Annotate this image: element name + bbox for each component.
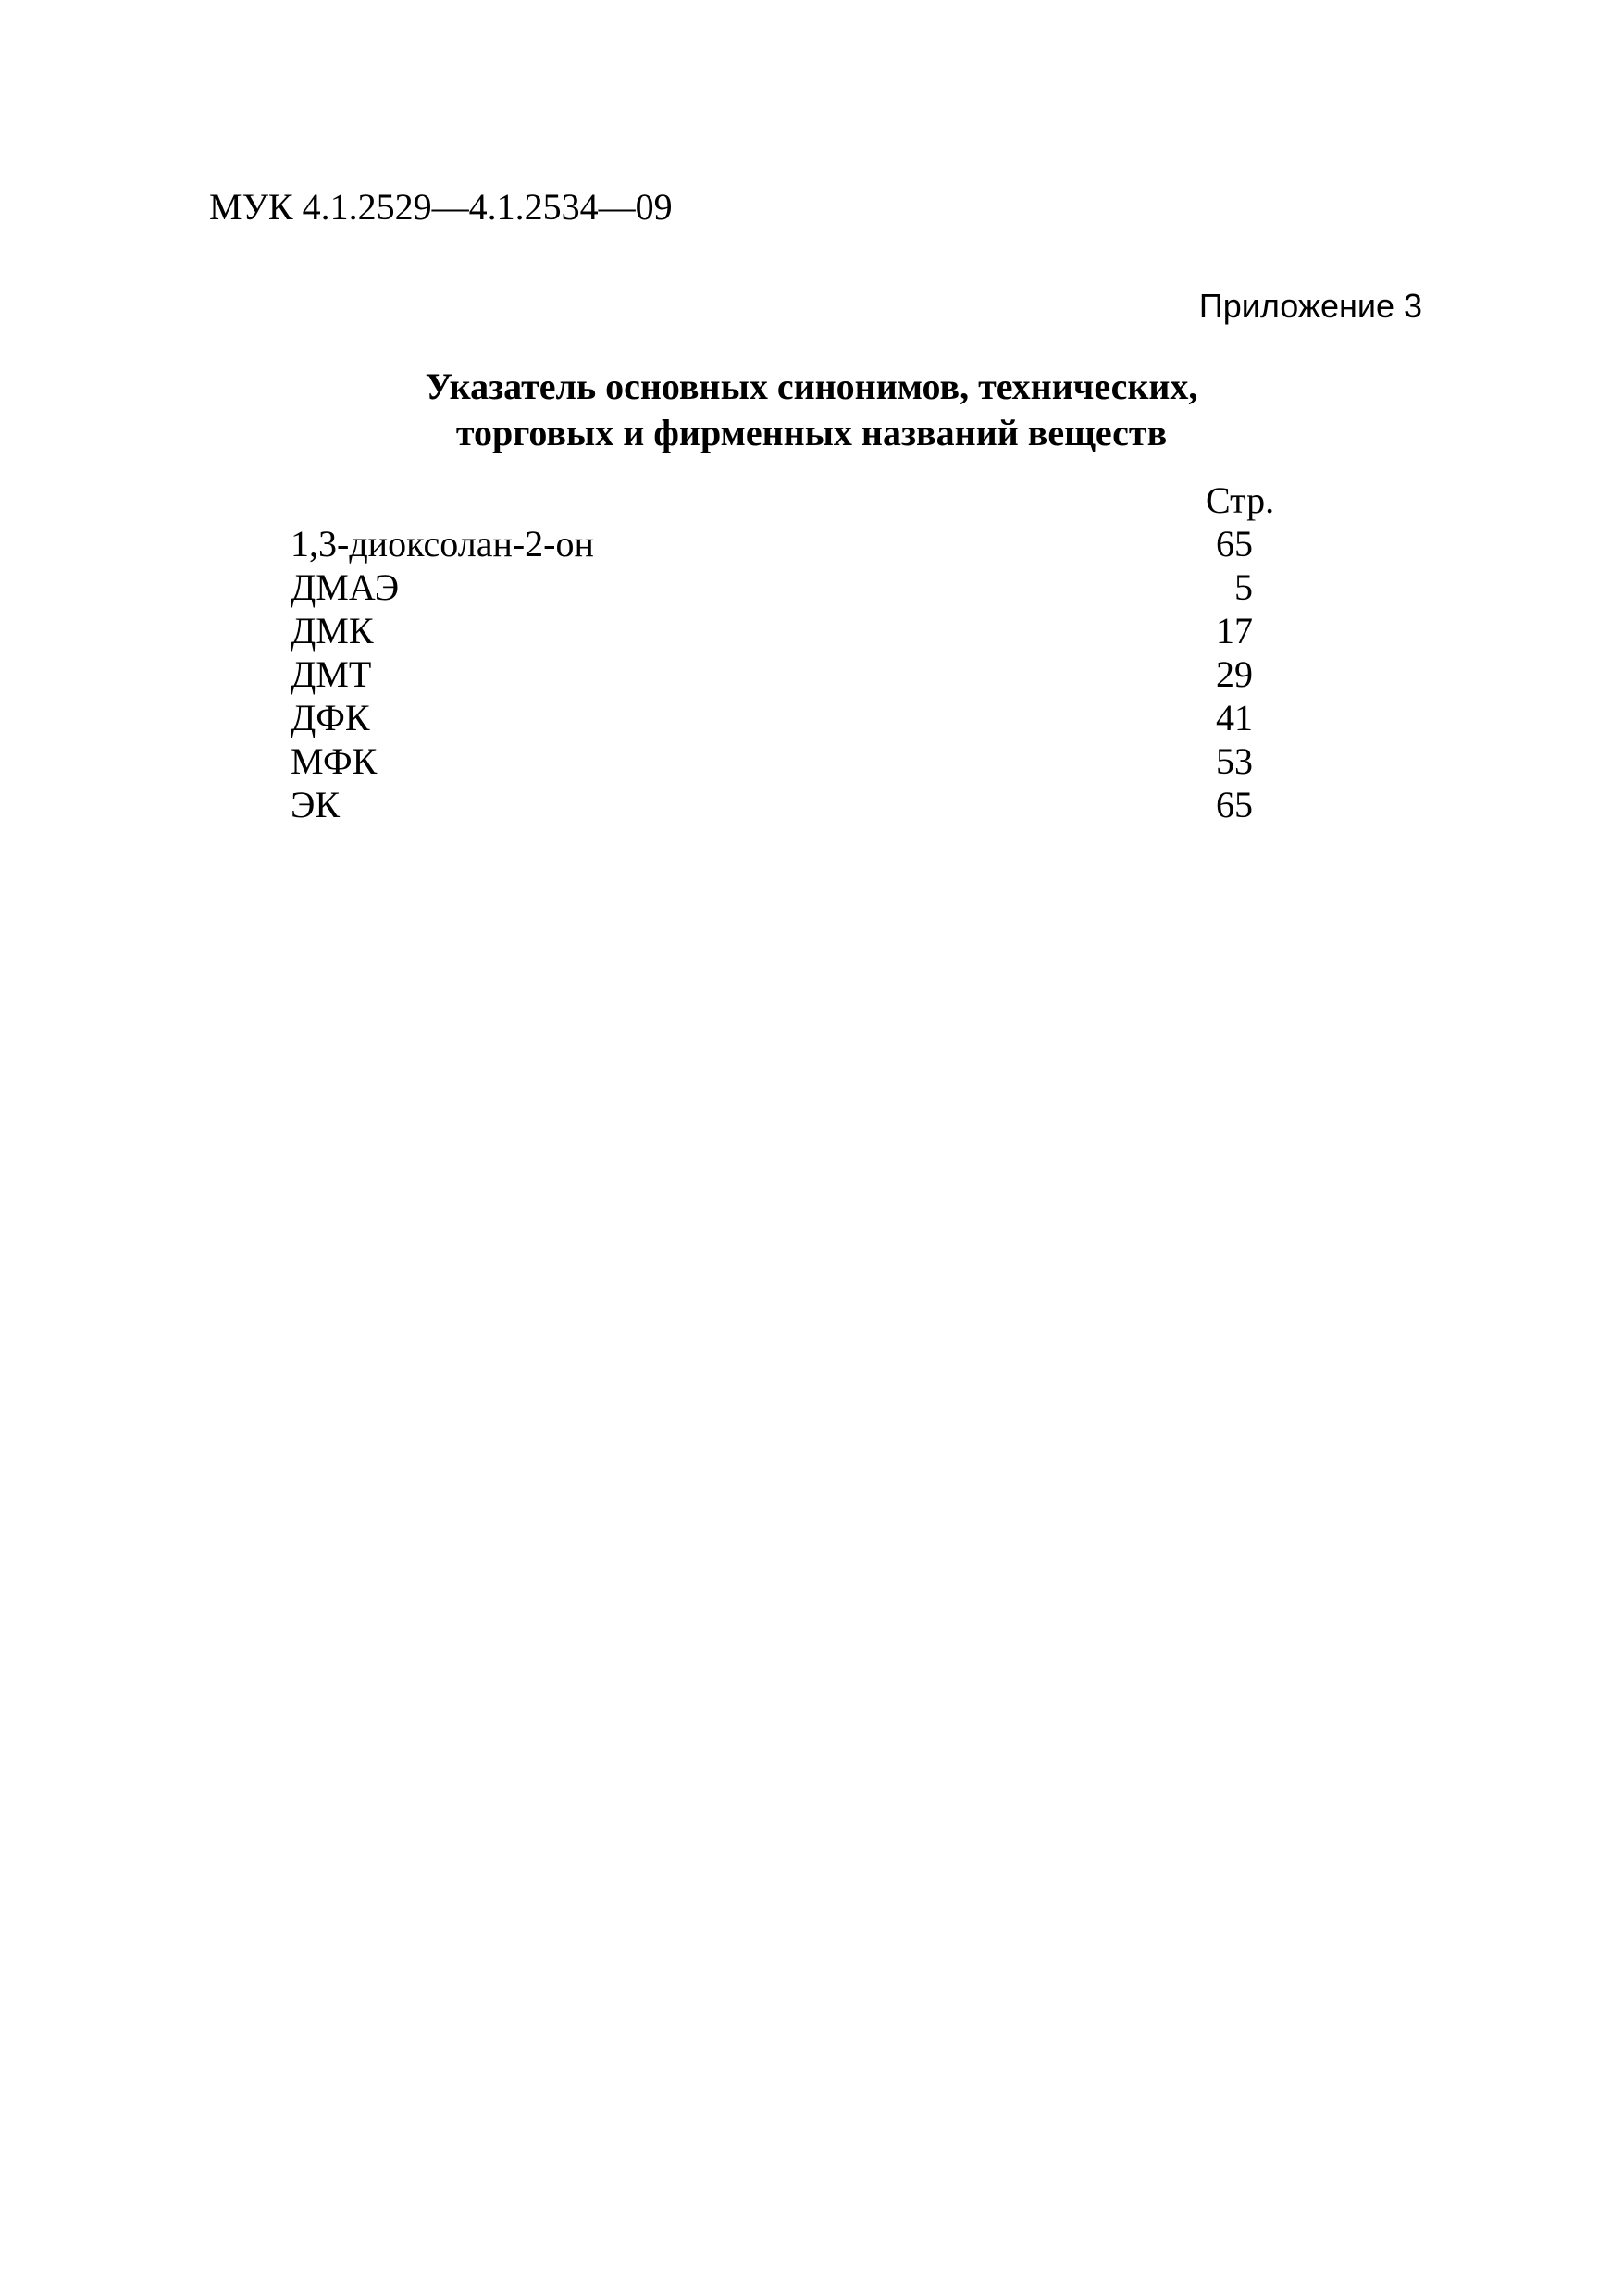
title-line-2: торговых и фирменных названий веществ bbox=[455, 412, 1168, 453]
page-title bbox=[0, 364, 1623, 456]
index-term: ДФК bbox=[291, 697, 370, 738]
index-term: МФК bbox=[291, 740, 378, 782]
list-item bbox=[291, 565, 1253, 609]
document-code: МУК 4.1.2529—4.1.2534—09 bbox=[209, 186, 673, 228]
index-term: ДМК bbox=[291, 610, 374, 652]
index-page-number: 5 bbox=[1234, 566, 1253, 608]
index-term: ДМТ bbox=[291, 653, 372, 695]
list-item bbox=[291, 696, 1253, 739]
index-page-number: 65 bbox=[1216, 523, 1253, 565]
list-item bbox=[291, 739, 1253, 783]
list-item bbox=[291, 783, 1253, 826]
index-term: ДМАЭ bbox=[291, 566, 400, 608]
index-term: 1,3-диоксолан-2-он bbox=[291, 523, 594, 565]
synonym-index-list bbox=[291, 522, 1253, 826]
index-term: ЭК bbox=[291, 784, 341, 825]
index-page-number: 29 bbox=[1216, 653, 1253, 695]
list-item bbox=[291, 652, 1253, 696]
appendix-label: Приложение 3 bbox=[1198, 287, 1422, 325]
list-item bbox=[291, 609, 1253, 652]
page-column-header: Стр. bbox=[1206, 479, 1275, 521]
index-page-number: 17 bbox=[1216, 610, 1253, 652]
index-page-number: 41 bbox=[1216, 697, 1253, 738]
list-item bbox=[291, 522, 1253, 565]
index-page-number: 65 bbox=[1216, 784, 1253, 825]
index-page-number: 53 bbox=[1216, 740, 1253, 782]
title-line-1: Указатель основных синонимов, технических, bbox=[425, 366, 1198, 407]
